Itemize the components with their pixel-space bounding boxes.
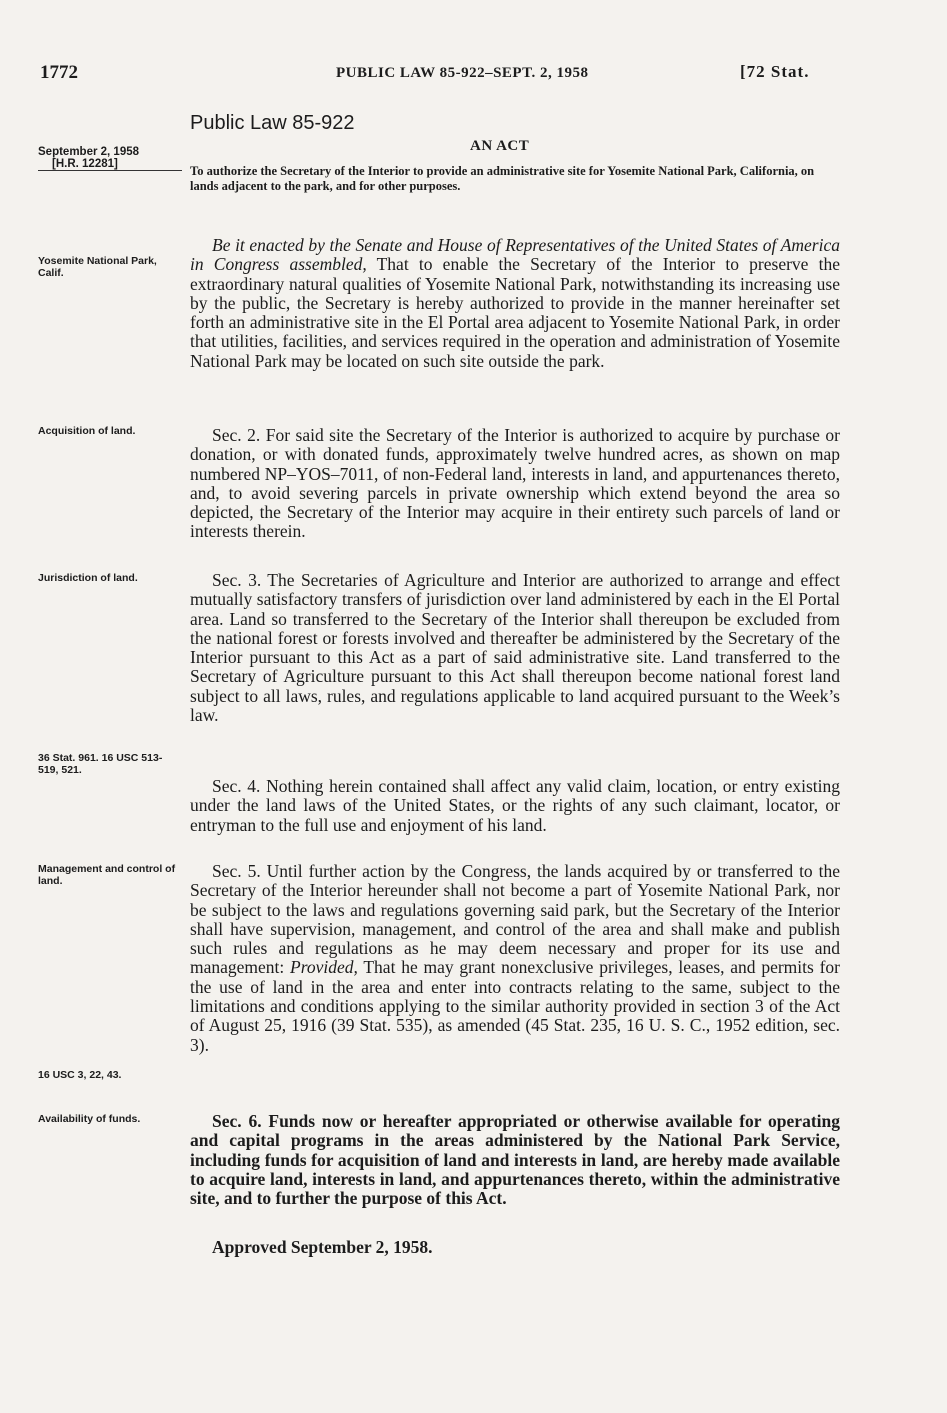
section-1-text: That to enable the Secretary of the Interior to preserve the extraordinary natural qualities of Yosemite National Park, notwithstanding its increasing use by the public, the Secretary is hereby authorized to provide in the manner hereinafter set forth an administrative site in the El Portal area adjacent to Yosemite National Park, in order that utilities, facilities, and services required in the operation and administration of Yosemite National Park may be located on such site outside the park. — [190, 254, 840, 371]
law-number: Public Law 85-922 — [190, 112, 355, 134]
margin-note-jurisdiction: Jurisdiction of land. — [38, 572, 138, 584]
act-title: AN ACT — [470, 138, 530, 154]
section-6 — [190, 1112, 840, 1208]
section-6-label: Sec. 6. — [212, 1111, 262, 1131]
section-1 — [190, 236, 840, 371]
section-2-text: For said site the Secretary of the Interior is authorized to acquire by purchase or donation, or with donated funds, approximately twelve hundred acres, as shown on map numbered NP–YOS–7011, of non-Federal land, interests in land, and appurtenances thereto, and, to avoid severing parcels in private ownership which extend beyond the area so depicted, the Secretary of the Interior may acquire in their entirety such parcels of land or interests therein. — [190, 425, 840, 542]
margin-note-yosemite: Yosemite National Park, Calif. — [38, 255, 157, 279]
enacting-clause: Be it enacted by the Senate and House of Representatives of the United States of America in Congress assembled, — [190, 235, 840, 275]
section-2 — [190, 426, 840, 542]
section-4 — [190, 777, 840, 835]
margin-note-citation: 36 Stat. 961. 16 USC 513-519, 521. — [38, 752, 163, 776]
margin-note-acquisition: Acquisition of land. — [38, 425, 136, 437]
section-4-label: Sec. 4. — [212, 776, 261, 796]
page-number: 1772 — [40, 62, 78, 83]
section-5-text-before: Until further action by the Congress, the lands acquired by or transferred to the Secretary of the Interior hereunder shall not become a part of Yosemite National Park, nor be subject to the laws and regulations governing said park, but the Secretary of the Interior shall have supervision, management, and control of the area and shall make and publish such rules and regulations as he may deem necessary and proper for its use and management: — [190, 861, 840, 978]
section-3-paragraph — [190, 571, 840, 725]
margin-bill-number: [H.R. 12281] — [38, 158, 182, 171]
act-purpose: To authorize the Secretary of the Interior to provide an administrative site for Yosemite National Park, California, on lands adjacent to the park, and for other purposes. — [190, 164, 815, 193]
section-1-paragraph — [190, 236, 840, 371]
section-5-proviso: Provided, — [290, 957, 358, 978]
section-6-text: Funds now or hereafter appropriated or otherwise available for operating and capital programs in the areas administered by the National Park Service, including funds for acquisition of land and interests in land, are hereby made available to acquire land, interests in land, and appurtenances thereto, within the administrative site, and to further the purpose of this Act. — [190, 1111, 840, 1209]
approval-line: Approved September 2, 1958. — [212, 1237, 433, 1257]
margin-note-management: Management and control of land. — [38, 863, 176, 887]
section-5 — [190, 862, 840, 1055]
section-4-paragraph — [190, 777, 840, 835]
margin-date-note — [38, 146, 183, 171]
section-6-paragraph — [190, 1112, 840, 1208]
section-3-text: The Secretaries of Agriculture and Interior are authorized to arrange and effect mutually satisfactory transfers of jurisdiction over land administered by each in the El Portal area. Land so transferred to the Secretary of the Interior shall thereupon be excluded from the national forest or forests involved and thereafter be administered by the Secretary of the Interior pursuant to this Act as a part of said administrative site. Land transferred to the Secretary of Agriculture pursuant to this Act shall thereupon become national forest land subject to all laws, rules, and regulations applicable to land acquired pursuant to the Week’s law. — [190, 570, 840, 726]
section-2-label: Sec. 2. — [212, 425, 261, 445]
section-5-label: Sec. 5. — [212, 861, 261, 881]
section-5-text-after: That he may grant nonexclusive privileges, leases, and permits for the use of land in the area and enter into contracts relating to the same, subject to the limitations and conditions applying to the similar authority provided in section 3 of the Act of August 25, 1916 (39 Stat. 535), as amended (45 Stat. 235, 16 U. S. C., 1952 edition, sec. 3). — [190, 957, 840, 1055]
section-2-paragraph — [190, 426, 840, 542]
section-5-paragraph — [190, 862, 840, 1055]
margin-date: September 2, 1958 — [38, 146, 140, 158]
margin-note-usc: 16 USC 3, 22, 43. — [38, 1069, 122, 1081]
margin-note-availability: Availability of funds. — [38, 1113, 141, 1125]
section-3 — [190, 571, 840, 725]
statute-reference: [72 Stat. — [740, 62, 810, 81]
section-4-text: Nothing herein contained shall affect any valid claim, location, or entry existing under the land laws of the United States, or the rights of any such claimant, locator, or entryman to the full use and enjoyment of his land. — [190, 776, 840, 835]
section-3-label: Sec. 3. — [212, 570, 262, 590]
running-title: PUBLIC LAW 85-922–SEPT. 2, 1958 — [336, 65, 589, 81]
